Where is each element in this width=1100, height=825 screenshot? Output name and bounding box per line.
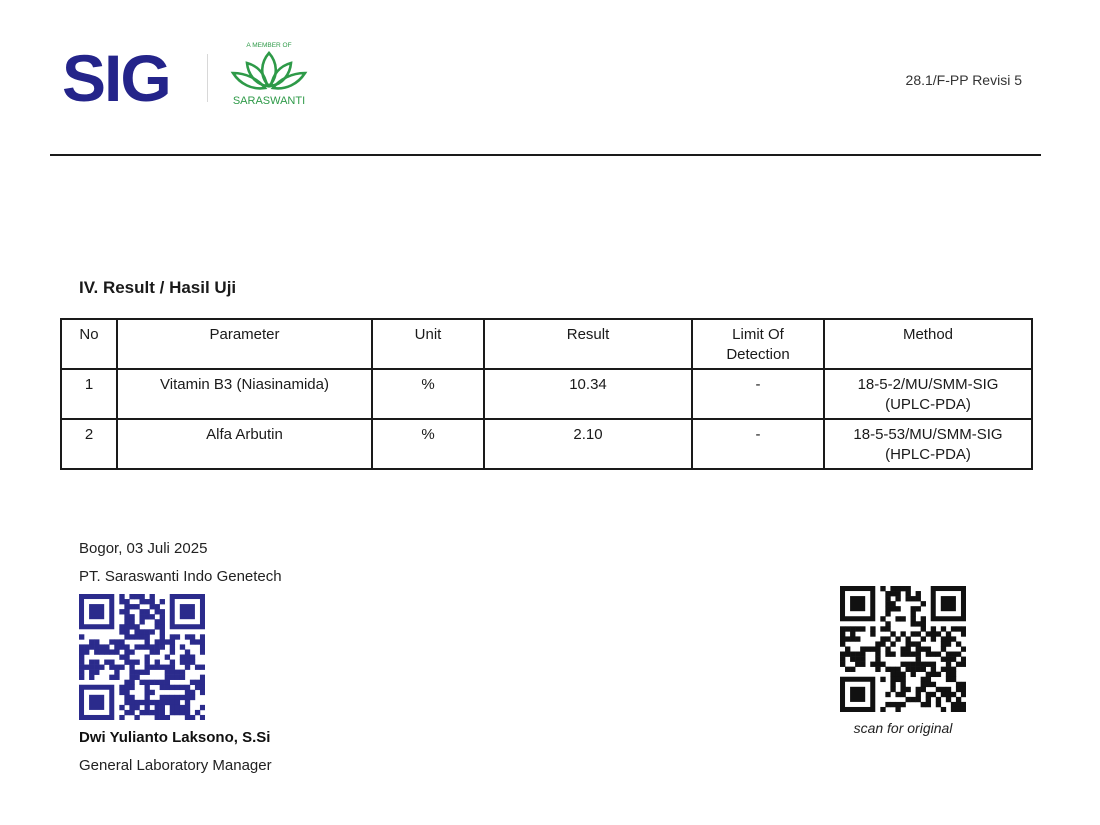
cell-method: 18-5-2/MU/SMM-SIG (UPLC-PDA): [824, 369, 1032, 419]
cell-parameter: Alfa Arbutin: [117, 419, 372, 469]
scan-caption: scan for original: [853, 720, 953, 736]
header-limit-of-detection: Limit Of Detection: [692, 319, 824, 369]
results-table: [60, 318, 1033, 470]
header-no: No: [61, 319, 117, 369]
header-divider: [50, 154, 1041, 156]
cell-unit: %: [372, 369, 484, 419]
document-code: 28.1/F-PP Revisi 5: [905, 72, 1022, 88]
svg-text:A MEMBER OF: A MEMBER OF: [246, 42, 292, 49]
cell-limit-of-detection: -: [692, 419, 824, 469]
header-result: Result: [484, 319, 692, 369]
saraswanti-logo: [228, 40, 310, 108]
section-title: IV. Result / Hasil Uji: [79, 278, 237, 297]
header-unit: Unit: [372, 319, 484, 369]
verification-qr-code[interactable]: [840, 586, 966, 712]
header-method: Method: [824, 319, 1032, 369]
svg-text:SIG: SIG: [62, 45, 170, 107]
cell-parameter: Vitamin B3 (Niasinamida): [117, 369, 372, 419]
cell-result: 2.10: [484, 419, 692, 469]
signature-qr-code: [79, 594, 205, 720]
company-name: PT. Saraswanti Indo Genetech: [79, 568, 282, 585]
table-header-row: [61, 319, 1032, 369]
table-row: [61, 369, 1032, 419]
leaf-icon: [233, 53, 305, 88]
signer-title: General Laboratory Manager: [79, 757, 272, 774]
signer-name: Dwi Yulianto Laksono, S.Si: [79, 729, 271, 746]
logo-divider: [207, 54, 208, 102]
sig-logo: [62, 45, 184, 107]
table-row: [61, 419, 1032, 469]
header-parameter: Parameter: [117, 319, 372, 369]
place-date: Bogor, 03 Juli 2025: [79, 540, 208, 557]
svg-text:SARASWANTI: SARASWANTI: [232, 95, 306, 107]
cell-method: 18-5-53/MU/SMM-SIG (HPLC-PDA): [824, 419, 1032, 469]
cell-unit: %: [372, 419, 484, 469]
cell-result: 10.34: [484, 369, 692, 419]
cell-limit-of-detection: -: [692, 369, 824, 419]
cell-no: 2: [61, 419, 117, 469]
cell-no: 1: [61, 369, 117, 419]
